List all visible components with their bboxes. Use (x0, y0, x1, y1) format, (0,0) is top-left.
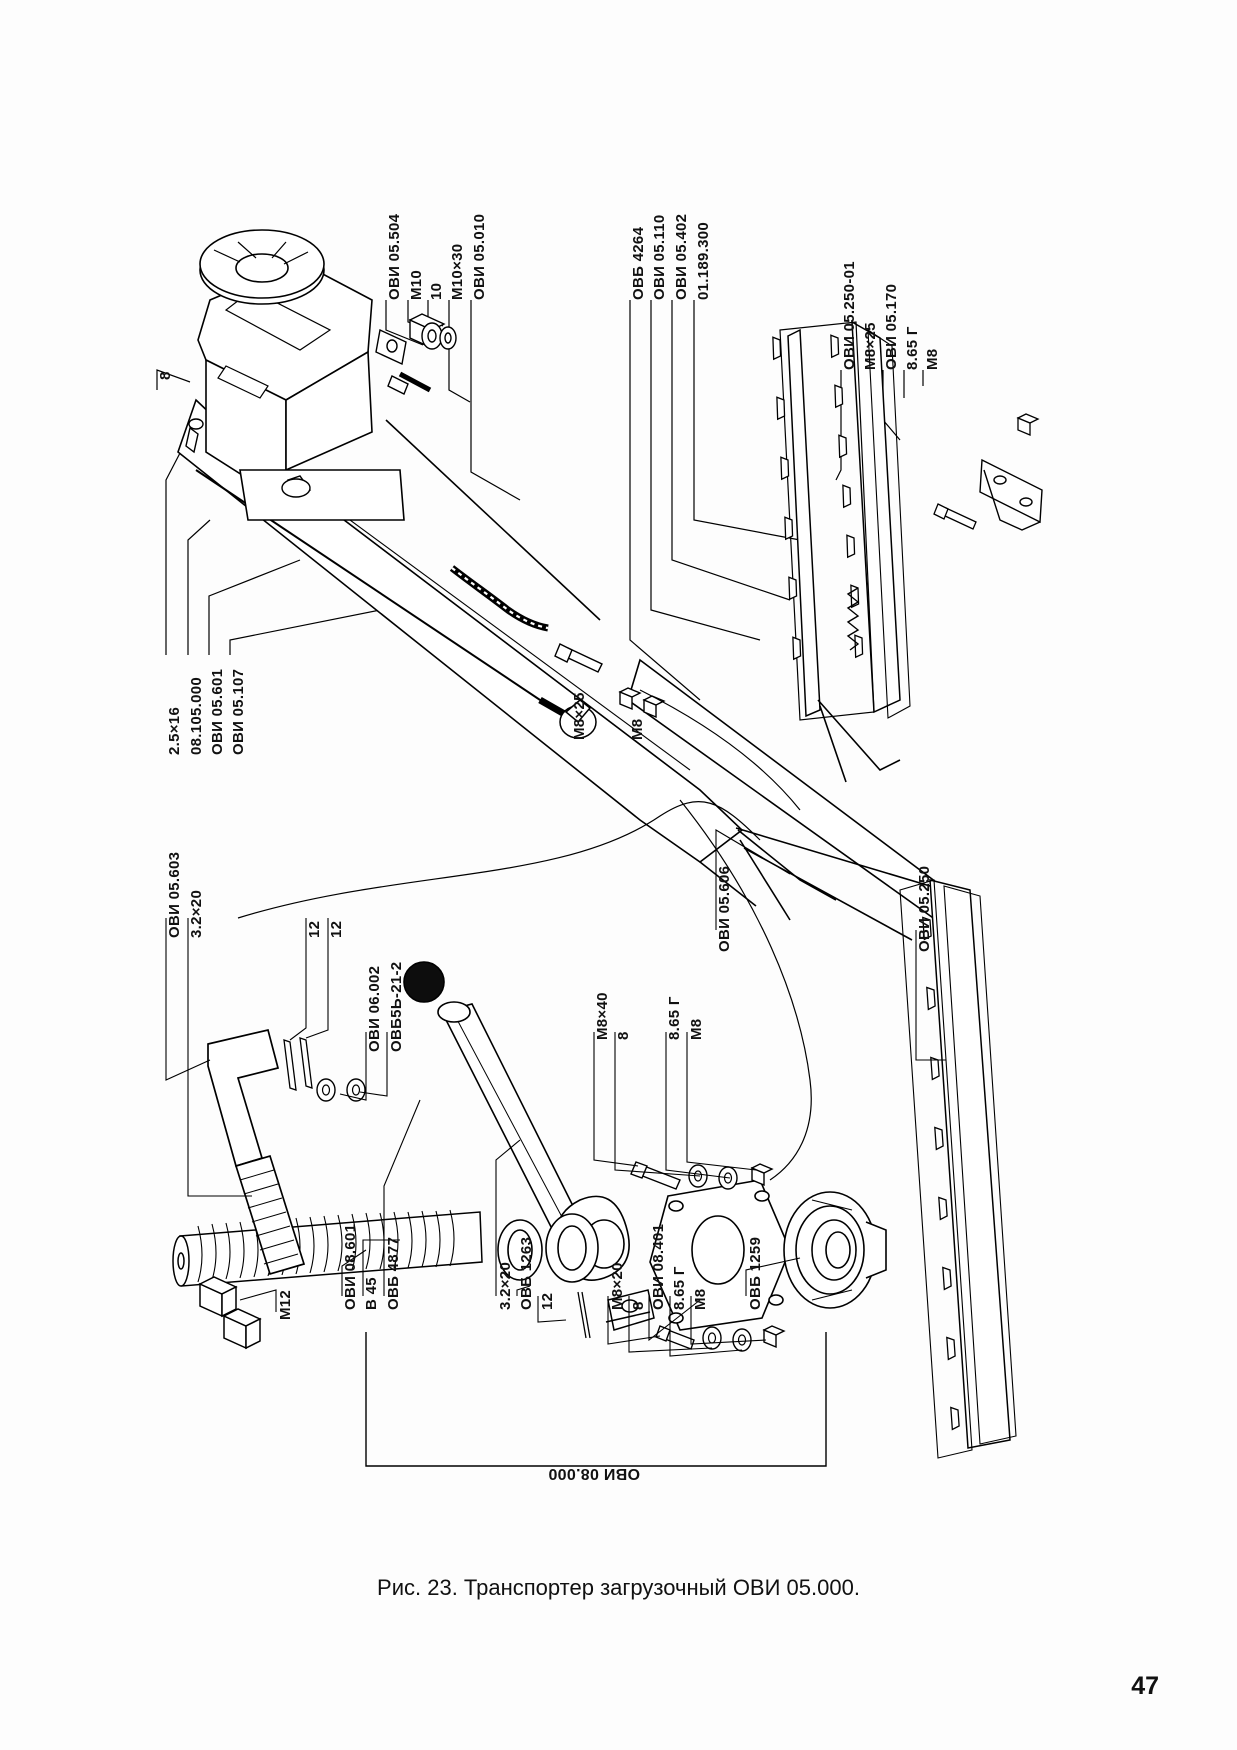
label-ovb-1259: ОВБ 1259 (747, 1236, 764, 1310)
label-m8x40: М8×40 (594, 992, 611, 1040)
label-m8x25-center: М8×25 (571, 692, 588, 740)
label-ovi-05-504: ОВИ 05.504 (386, 213, 403, 300)
nut-right (1018, 414, 1038, 435)
label-3-2x20-mid: 3.2×20 (188, 889, 205, 938)
lower-conveyor-section (900, 880, 1016, 1458)
label-865g-lowermid: 8.65 Г (666, 996, 683, 1040)
label-ovi-05-250-01: ОВИ 05.250-01 (841, 261, 858, 370)
label-12-b: 12 (328, 920, 345, 938)
label-ovi-05-170: ОВИ 05.170 (883, 283, 900, 370)
page-number: 47 (1131, 1672, 1159, 1700)
label-ovi-05-010: ОВИ 05.010 (471, 213, 488, 300)
label-865g-right: 8.65 Г (904, 326, 921, 370)
label-12-bottom: 12 (539, 1292, 556, 1310)
label-m8-bottom: М8 (692, 1288, 709, 1310)
label-ovi-08-401: ОВИ 08.401 (650, 1223, 667, 1310)
label-865g-bottom: 8.65 Г (671, 1266, 688, 1310)
label-m8-lowermid: М8 (688, 1018, 705, 1040)
label-ovb-4877: ОВБ 4877 (385, 1236, 402, 1310)
washer-upper-row (689, 1165, 737, 1189)
label-m8x20: М8×20 (609, 1262, 626, 1310)
bolt-m8x25-center (555, 644, 602, 672)
label-m10x30: М10×30 (449, 243, 466, 300)
label-m8-center: М8 (629, 718, 646, 740)
pin-group (284, 1038, 312, 1090)
label-ovi-05-603: ОВИ 05.603 (166, 851, 183, 938)
label-01-189-300: 01.189.300 (695, 221, 712, 300)
assembly-group-label: ОВИ 08.000 (548, 1465, 640, 1482)
upper-conveyor-section (780, 322, 910, 720)
label-12-a: 12 (306, 920, 323, 938)
label-ovb-1263: ОВБ 1263 (518, 1236, 535, 1310)
label-ovi-06-002: ОВИ 06.002 (366, 965, 383, 1052)
bearing-hub (784, 1192, 886, 1308)
label-v45: В 45 (363, 1277, 380, 1310)
assembly-bracket (366, 1332, 826, 1466)
label-3-2x20-bottom: 3.2×20 (497, 1261, 514, 1310)
label-8-lowermid: 8 (615, 1031, 632, 1040)
hardware-top-left (376, 314, 456, 394)
label-08-105-000: 08.105.000 (188, 676, 205, 755)
label-m12: М12 (277, 1289, 294, 1320)
nut-bottom-row (764, 1326, 784, 1347)
label-8-left: 8 (157, 371, 174, 380)
leader-lines-top-right (630, 300, 800, 700)
label-8-bottom: 8 (630, 1301, 647, 1310)
label-m10: М10 (408, 269, 425, 300)
label-ovi-05-110: ОВИ 05.110 (651, 214, 668, 300)
washer-bottom-1 (703, 1327, 751, 1351)
upper-conveyor-chain-links (773, 335, 863, 659)
label-ovi-08-601: ОВИ 08.601 (342, 1223, 359, 1310)
label-2-5x16: 2.5×16 (166, 706, 183, 755)
label-ovb5b-21-2: ОВБ5Ь-21-2 (388, 961, 405, 1052)
bolt-right-bracket (934, 504, 976, 529)
label-ovb-4264: ОВБ 4264 (630, 226, 647, 300)
label-10: 10 (428, 282, 445, 300)
label-ovi-05-250: ОВИ 05.250 (916, 865, 933, 952)
drive-pulley (200, 230, 324, 304)
label-ovi-05-107: ОВИ 05.107 (230, 668, 247, 755)
split-pin (578, 1292, 590, 1338)
mounting-bracket (980, 460, 1042, 530)
label-ovi-05-601: ОВИ 05.601 (209, 668, 226, 755)
label-ovi-05-606: ОВИ 05.606 (716, 865, 733, 952)
label-m8x25-right: М8×25 (862, 322, 879, 370)
leader-lines-midleft (166, 918, 387, 1196)
bolt-m8x40 (631, 1162, 680, 1189)
label-m8-right: М8 (924, 348, 941, 370)
label-ovi-05-402: ОВИ 05.402 (673, 213, 690, 300)
nut-upper-row (752, 1164, 772, 1185)
nut-m12 (200, 1277, 260, 1348)
figure-caption: Рис. 23. Транспортер загрузочный ОВИ 05.000. (377, 1575, 860, 1600)
leader-lines-lowermid (594, 1032, 756, 1178)
